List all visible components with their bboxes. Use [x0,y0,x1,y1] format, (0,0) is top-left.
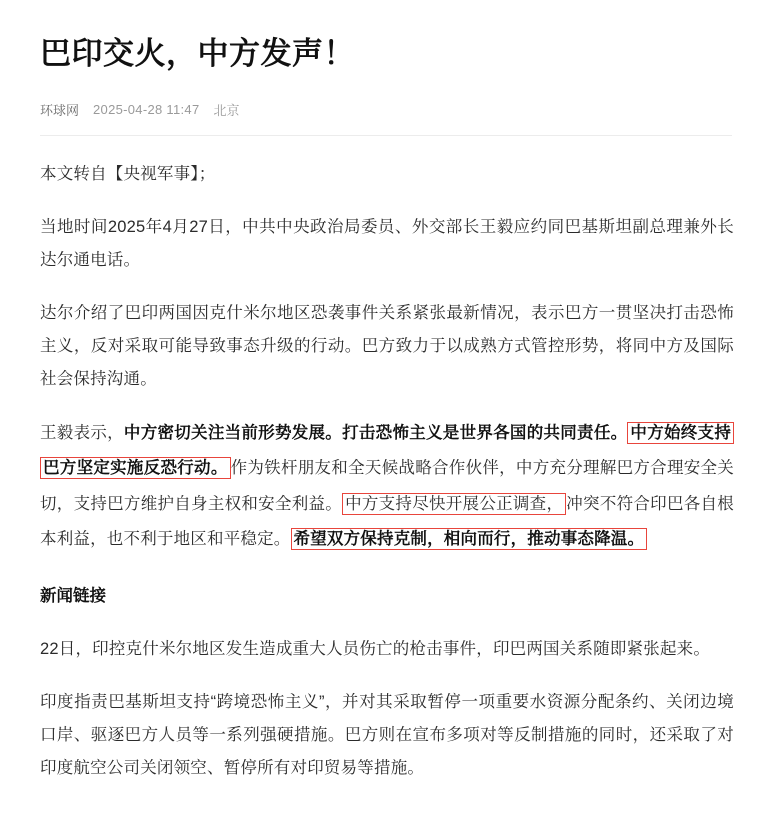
highlight-support-counterterror: 中方始终支持巴方坚定实施反恐行动。 [40,422,734,479]
article-meta [40,100,732,119]
meta-place: 北京 [213,102,240,118]
wangyi-bold-1: 中方密切关注当前形势发展。打击恐怖主义是世界各国的共同责任。 [123,423,628,442]
wangyi-friendship: 作为铁杆朋友和全天候战略合作伙伴，中方充分理解巴方合理安全关切，支持巴方维护自身主权和安全利益。 [40,459,734,513]
wangyi-lead: 王毅表示， [40,423,124,442]
paragraph-call-intro: 当地时间2025年4月27日，中共中央政治局委员、外交部长王毅应约同巴基斯坦副总理兼外长达尔通电话。 [40,217,734,269]
page-title: 巴印交火，中方发声！ [40,36,355,71]
paragraph-india-measures: 印度指责巴基斯坦支持“跨境恐怖主义”，并对其采取暂停一项重要水资源分配条约、关闭边境口岸、驱逐巴方人员等一系列强硬措施。巴方则在宣布多项对等反制措施的同时，还采取了对印度航空公司关闭领空、暂停所有对印贸易等措施。 [40,692,734,777]
paragraph-dar-statement: 达尔介绍了巴印两国因克什米尔地区恐袭事件关系紧张最新情况，表示巴方一贯坚决打击恐怖主义，反对采取可能导致事态升级的行动。巴方致力于以成熟方式管控形势，将同中方及国际社会保持沟通。 [40,303,734,388]
header-divider [40,135,732,136]
article-body [40,158,734,785]
meta-source: 环球网 [40,102,80,118]
wangyi-conflict-note: 冲突不符合印巴各自根本利益，也不利于地区和平稳定。 [40,494,734,549]
paragraph-kashmir-shooting: 22日，印控克什米尔地区发生造成重大人员伤亡的枪击事件，印巴两国关系随即紧张起来。 [40,639,711,658]
meta-timestamp: 2025-04-28 11:47 [93,101,200,117]
paragraph-source-note: 本文转自【央视军事】； [40,164,216,183]
highlight-restraint-call: 希望双方保持克制，相向而行，推动事态降温。 [291,528,648,550]
section-heading-news-link: 新闻链接 [40,586,106,605]
paragraph-wangyi-statement [40,416,734,558]
highlight-fair-investigation: 中方支持尽快开展公正调查， [342,493,566,515]
